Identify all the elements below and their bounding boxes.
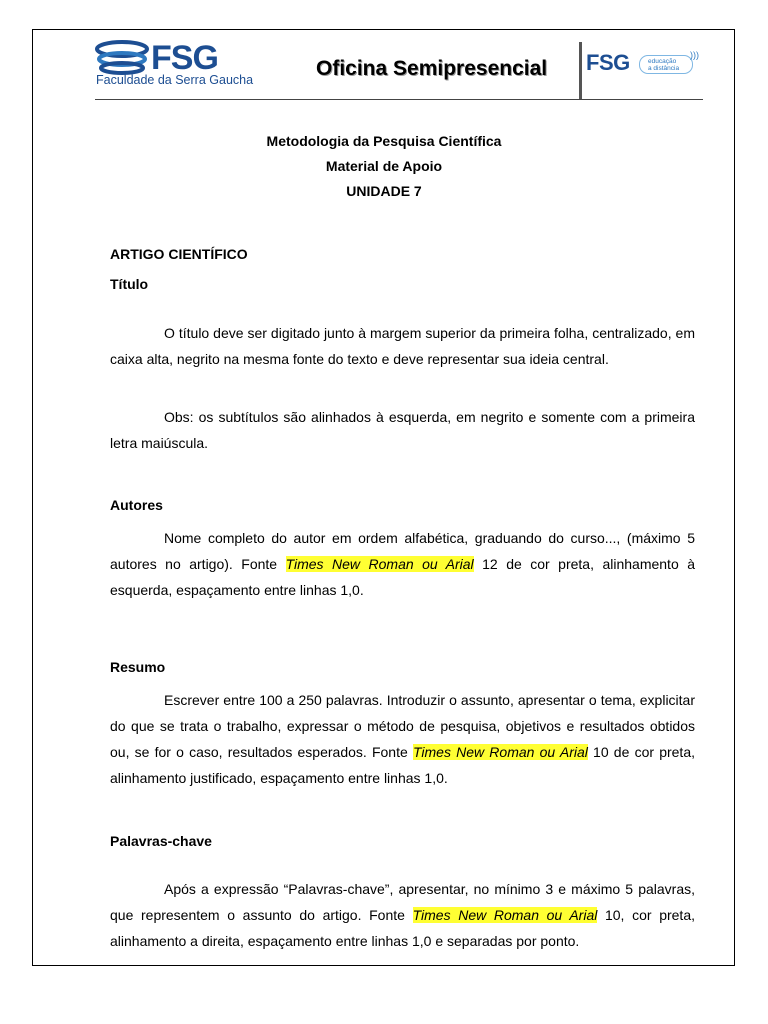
palavras-text-a: Após a expressão “Palavras-chave”, apresentar, no mínimo 3 e máximo 5 palavras, que representem o assunto do artigo. Fonte (110, 881, 695, 923)
autores-text-a: Nome completo do autor em ordem alfabética, graduando do curso..., (máximo 5 autores no artigo). Fonte (110, 530, 695, 572)
paragraph-resumo (110, 687, 695, 791)
fsg-logo-subtitle: Faculdade da Serra Gaucha (96, 73, 254, 87)
autores-text-b: 12 de cor preta, alinhamento à esquerda, espaçamento entre linhas 1,0. (110, 556, 695, 598)
paragraph-autores (110, 525, 695, 603)
fsg-logo-word: FSG (151, 39, 218, 77)
autores-font-highlight: Times New Roman ou Arial (285, 556, 474, 572)
heading-titulo: Título (110, 276, 149, 292)
palavras-font-highlight: Times New Roman ou Arial (412, 907, 598, 923)
heading-autores: Autores (110, 497, 163, 513)
ead-badge-line1: educação (648, 58, 677, 65)
heading-resumo: Resumo (110, 659, 166, 675)
resumo-text-b: 10 de cor preta, alinhamento justificado, espaçamento entre linhas 1,0. (110, 744, 695, 786)
fsg-swoosh-icon (95, 40, 151, 76)
header-divider (579, 42, 582, 99)
palavras-text-b: 10, cor preta, alinhamento a direita, espaçamento entre linhas 1,0 e separadas por ponto. (110, 907, 695, 949)
header-rule (95, 99, 703, 100)
paragraph-titulo-2 (110, 404, 695, 456)
paragraph-titulo-1-text: O título deve ser digitado junto à margem superior da primeira folha, centralizado, em caixa alta, negrito na mesma fonte do texto e deve representar sua ideia central. (110, 325, 695, 367)
resumo-font-highlight: Times New Roman ou Arial (412, 744, 588, 760)
signal-icon: ))) (690, 50, 699, 60)
paragraph-palavras-chave (110, 876, 695, 954)
paragraph-titulo-2-text: Obs: os subtítulos são alinhados à esquerda, em negrito e somente com a primeira letra maiúscula. (110, 409, 695, 451)
page-header (95, 38, 703, 100)
doc-title-line1: Metodologia da Pesquisa Científica (266, 133, 502, 149)
ead-badge-line2: a distância (648, 65, 680, 72)
heading-palavras-chave: Palavras-chave (110, 833, 212, 849)
fsg-ead-logo (586, 50, 701, 80)
ead-badge (639, 55, 693, 74)
resumo-text-a: Escrever entre 100 a 250 palavras. Introduzir o assunto, apresentar o tema, explicitar do que se trata o trabalho, expressar o método de pesquisa, objetivos e resultados obtidos ou, se for o caso, resultados esperados. Fonte (110, 692, 695, 760)
header-title: Oficina Semipresencial (316, 57, 548, 80)
paragraph-titulo-1 (110, 320, 695, 372)
fsg-logo (95, 38, 254, 93)
section-heading-artigo: ARTIGO CIENTÍFICO (110, 246, 248, 262)
doc-title-line2: Material de Apoio (325, 158, 443, 174)
doc-title-line3: UNIDADE 7 (346, 183, 422, 199)
fsg-ead-logo-word: FSG (586, 50, 630, 75)
